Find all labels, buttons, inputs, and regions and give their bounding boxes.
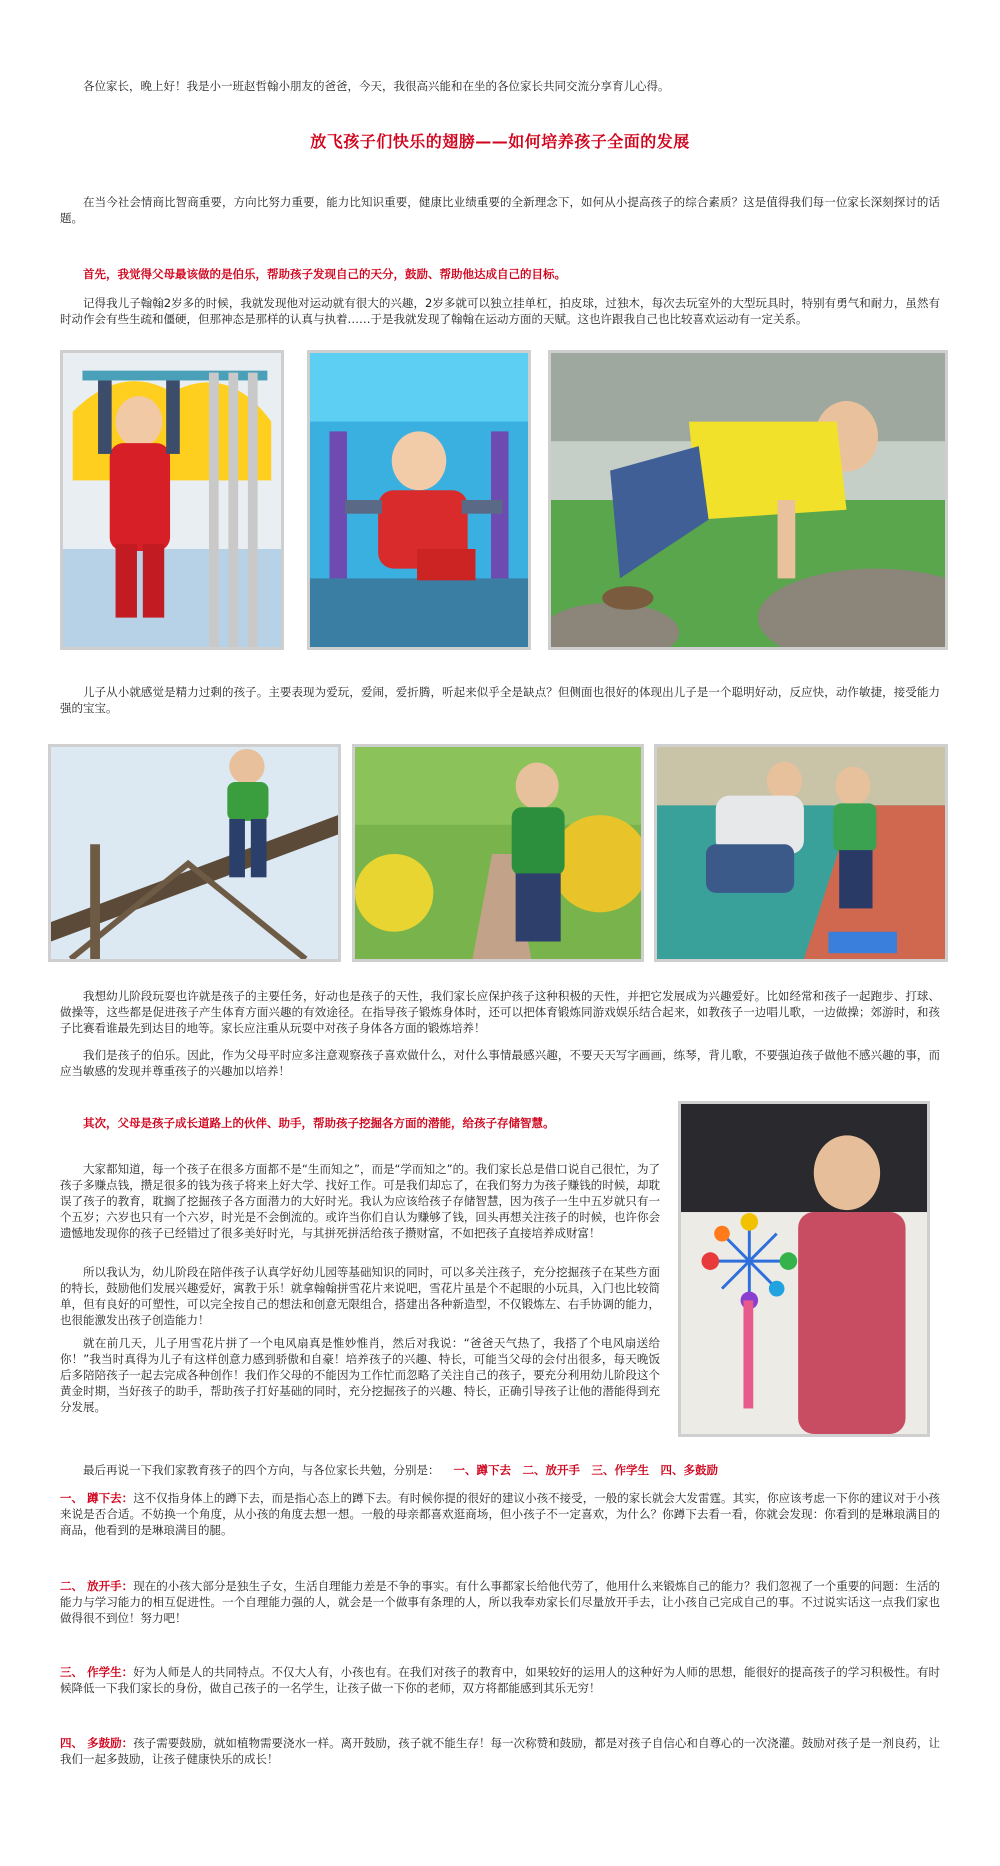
section2-paragraph-1: 大家都知道，每一个孩子在很多方面都不是“生而知之”，而是“学而知之”的。我们家长总是借口说自己很忙，为了孩子多赚点钱，攒足很多的钱为孩子将来上好大学、找好工作。可是我们却忘了，在我们努力为孩子赚钱的时候，却耽误了孩子的教育，耽搁了挖掘孩子各方面潜力的大好时光。我认为应该给孩子存储智慧，因为孩子一生中五岁就只有一个五岁；六岁也只有一个六岁，时光是不会倒流的。或许当你们自认为赚够了钱，回头再想关注孩子的时候，也许你会遗憾地发现你的孩子已经错过了很多美好时光，与其拼死拼活给孩子攒财富，不如把孩子直接培养成财富！ [60, 1162, 660, 1240]
point-4 [60, 1735, 940, 1767]
point-4-label: 四、 多鼓励： [60, 1736, 134, 1750]
intro-paragraph: 在当今社会情商比智商重要，方向比努力重要，能力比知识重要，健康比业绩重要的全新理念下，如何从小提高孩子的综合素质？这是值得我们每一位家长深刻探讨的话题。 [60, 195, 940, 225]
section2-paragraph-2: 所以我认为，幼儿阶段在陪伴孩子认真学好幼儿园等基础知识的同时，可以多关注孩子，充分挖掘孩子在某些方面的特长，鼓励他们发展兴趣爱好，寓教于乐！就拿翰翰拼雪花片来说吧，雪花片虽是个不起眼的小玩具，入门也比较简单，但有良好的可塑性，可以完全按自己的想法和创意无限组合，搭建出各种新造型，不仅锻炼左、右手协调的能力，也很能激发出孩子创造能力！ [60, 1265, 660, 1327]
point-3-label: 三、 作学生： [60, 1665, 134, 1679]
section2-paragraph-3: 就在前几天，儿子用雪花片拼了一个电风扇真是惟妙惟肖，然后对我说：“爸爸天气热了，我搭了个电风扇送给你！”我当时真得为儿子有这样创意力感到骄傲和自豪！培养孩子的兴趣、特长，可能当父母的会付出很多，每天晚饭后多陪陪孩子一起去完成各种创作！我们作父母的不能因为工作忙而忽略了关注自己的孩子，要充分利用幼儿阶段这个黄金时期，当好孩子的助手，帮助孩子打好基础的同时，充分挖掘孩子的兴趣、特长，正确引导孩子让他的潜能得到充分发展。 [60, 1336, 660, 1414]
point-2-text: 现在的小孩大部分是独生子女，生活自理能力差是不争的事实。有什么事都家长给他代劳了，他用什么来锻炼自己的能力？我们忽视了一个重要的问题：生活的能力与学习能力的相互促进性。一个自理能力强的人，就会是一个做事有条理的人，所以我奉劝家长们尽量放开手去，让小孩自己完成自己的事。不过说实话这一点我们家也做得很不到位！努力吧！ [60, 1579, 940, 1625]
section1-paragraph-4: 我们是孩子的伯乐。因此，作为父母平时应多注意观察孩子喜欢做什么，对什么事情最感兴趣，不要天天写字画画，练琴，背儿歌，不要强迫孩子做他不感兴趣的事，而应当敏感的发现并尊重孩子的兴趣加以培养！ [60, 1048, 940, 1078]
photo-child-snowflake-fan [678, 1101, 930, 1437]
photo-child-climbing-slide [307, 350, 531, 650]
point-2-label: 二、 放开手： [60, 1579, 134, 1593]
section1-paragraph-3: 我想幼儿阶段玩耍也许就是孩子的主要任务，好动也是孩子的天性，我们家长应保护孩子这种积极的天性，并把它发展成为兴趣爱好。比如经常和孩子一起跑步、打球、做操等，这些都是促进孩子产生体育方面兴趣的有效途径。在指导孩子锻炼身体时，还可以把体育锻炼同游戏娱乐结合起来，如教孩子一边唱儿歌，一边做操；郊游时，和孩子比赛看谁最先到达目的地等。家长应注重从玩耍中对孩子身体各方面的锻炼培养！ [60, 989, 940, 1035]
photo-child-garden-path [352, 744, 644, 962]
greeting-text: 各位家长，晚上好！我是小一班赵哲翰小朋友的爸爸，今天，我很高兴能和在坐的各位家长共同交流分享育儿心得。 [83, 79, 670, 93]
summary-keywords: 一、蹲下去 二、放开手 三、作学生 四、多鼓励 [453, 1463, 718, 1477]
section1-paragraph-1: 记得我儿子翰翰2岁多的时候，我就发现他对运动就有很大的兴趣，2岁多就可以独立挂单杠，拍皮球，过独木，每次去玩室外的大型玩具时，特别有勇气和耐力，虽然有时动作会有些生疏和僵硬，但那神态是那样的认真与执着……于是我就发现了翰翰在运动方面的天赋。这也许跟我自己也比较喜欢运动有一定关系。 [60, 296, 940, 326]
point-1 [60, 1490, 940, 1538]
photo-child-hanging-bar [60, 350, 284, 650]
photo-father-and-child-track [654, 744, 948, 962]
point-3-text: 好为人师是人的共同特点。不仅大人有，小孩也有。在我们对孩子的教育中，如果较好的运用人的这种好为人师的思想，能很好的提高孩子的学习积极性。有时候降低一下我们家长的身份，做自己孩子的一名学生，让孩子做一下你的老师，双方将都能感到其乐无穷！ [60, 1665, 940, 1695]
point-1-label: 一、 蹲下去： [60, 1491, 134, 1505]
point-1-text: 这不仅指身体上的蹲下去，而是指心态上的蹲下去。有时候你提的很好的建议小孩不接受，一般的家长就会大发雷霆。其实，你应该考虑一下你的建议对于小孩来说是否合适。不妨换一个角度，从小孩的角度去想一想。一般的母亲都喜欢逛商场，但小孩子不一定喜欢，为什么？你蹲下去看一看，你就会发现：你看到的是琳琅满目的商品，他看到的是琳琅满目的腿。 [60, 1491, 940, 1537]
point-2 [60, 1578, 940, 1626]
photo-child-crawling-rock [548, 350, 948, 650]
section1-paragraph-2: 儿子从小就感觉是精力过剩的孩子。主要表现为爱玩，爱闹，爱折腾，听起来似乎全是缺点？但侧面也很好的体现出儿子是一个聪明好动，反应快，动作敏捷，接受能力强的宝宝。 [60, 685, 940, 715]
photo-child-rope-ladder [48, 744, 341, 962]
point-4-text: 孩子需要鼓励，就如植物需要浇水一样。离开鼓励，孩子就不能生存！每一次称赞和鼓励，都是对孩子自信心和自尊心的一次浇灌。鼓励对孩子是一剂良药，让我们一起多鼓励，让孩子健康快乐的成长！ [60, 1736, 940, 1766]
section1-heading: 首先，我觉得父母最该做的是伯乐，帮助孩子发现自己的天分，鼓励、帮助他达成自己的目标。 [83, 267, 566, 281]
point-3 [60, 1664, 940, 1696]
page-title: 放飞孩子们快乐的翅膀——如何培养孩子全面的发展 [310, 132, 690, 151]
summary-lead: 最后再说一下我们家教育孩子的四个方向，与各位家长共勉，分别是： [83, 1463, 440, 1477]
summary-line [60, 1462, 940, 1478]
section2-heading: 其次，父母是孩子成长道路上的伙伴、助手，帮助孩子挖掘各方面的潜能，给孩子存储智慧。 [83, 1116, 555, 1130]
